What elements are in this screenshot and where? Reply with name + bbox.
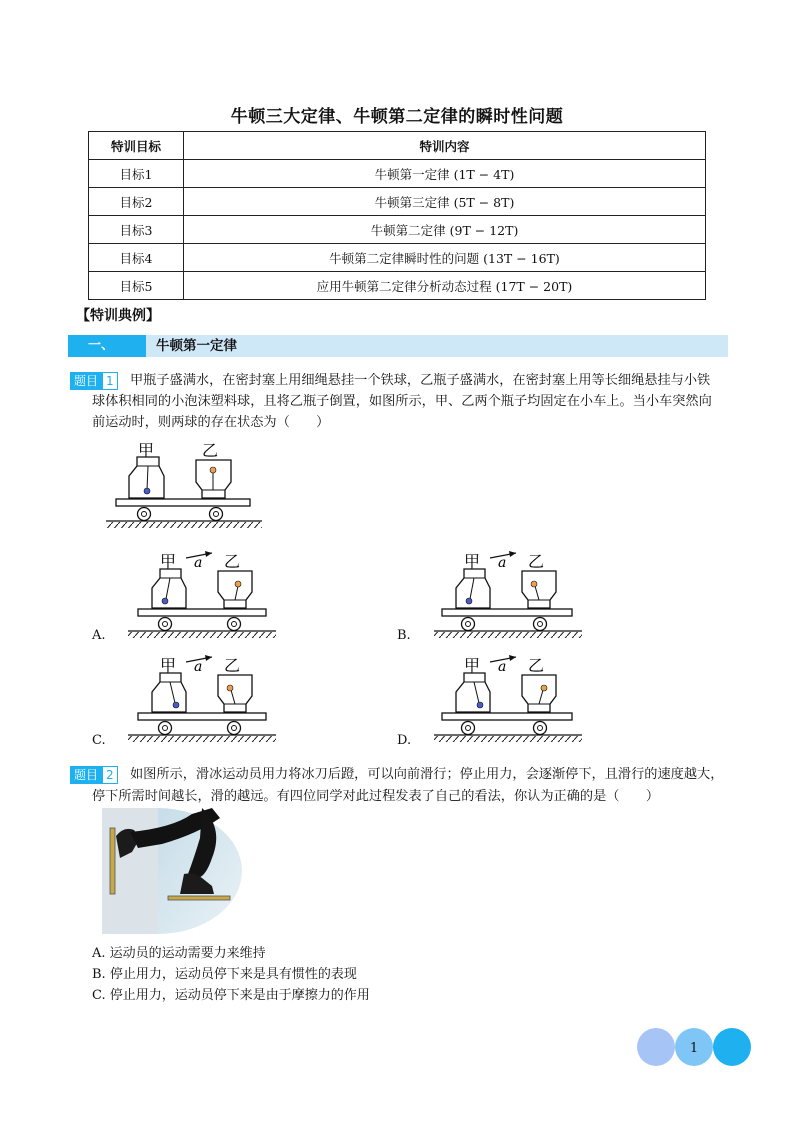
q2-choice-c[interactable]: C. 停止用力，运动员停下来是由于摩擦力的作用 bbox=[92, 988, 370, 1003]
question-tag-label: 题目 bbox=[70, 372, 102, 390]
page-number-badge bbox=[636, 1028, 754, 1068]
option-c-label[interactable]: C. bbox=[92, 733, 106, 748]
question-tag bbox=[70, 372, 118, 390]
label-jia: 甲 bbox=[160, 552, 177, 571]
section-label: 【特训典例】 bbox=[76, 308, 160, 324]
accel-label: a bbox=[498, 659, 507, 675]
content-cell: 牛顿第二定律 (9T − 12T) bbox=[184, 216, 706, 244]
label-yi: 乙 bbox=[224, 552, 241, 571]
foam-ball bbox=[227, 685, 233, 691]
label-jia: 甲 bbox=[160, 656, 177, 675]
page-title: 牛顿三大定律、牛顿第二定律的瞬时性问题 bbox=[230, 107, 564, 127]
goals-table bbox=[88, 131, 706, 300]
page-circle bbox=[637, 1028, 675, 1066]
iron-ball bbox=[477, 702, 483, 708]
goal-cell: 目标3 bbox=[89, 216, 184, 244]
question-number: 2 bbox=[102, 766, 118, 784]
goal-cell: 目标4 bbox=[89, 244, 184, 272]
table-header: 特训内容 bbox=[184, 132, 706, 160]
content-cell: 牛顿第三定律 (5T − 8T) bbox=[184, 188, 706, 216]
goal-cell: 目标2 bbox=[89, 188, 184, 216]
table-row bbox=[89, 160, 706, 188]
content-cell: 牛顿第一定律 (1T − 4T) bbox=[184, 160, 706, 188]
question-tag bbox=[70, 766, 118, 784]
iron-ball bbox=[162, 598, 168, 604]
label-jia: 甲 bbox=[138, 441, 155, 460]
option-a-figure bbox=[128, 548, 278, 640]
accel-label: a bbox=[194, 555, 203, 571]
accel-label: a bbox=[194, 659, 203, 675]
content-cell: 牛顿第二定律瞬时性的问题 (13T − 16T) bbox=[184, 244, 706, 272]
table-row bbox=[89, 244, 706, 272]
page-circle bbox=[713, 1028, 751, 1066]
q2-line-2: 停下所需时间越长，滑的越远。有四位同学对此过程发表了自己的看法，你认为正确的是（ ） bbox=[92, 789, 660, 804]
option-d-figure bbox=[434, 652, 584, 744]
iron-ball bbox=[173, 702, 179, 708]
q1-line-2: 球体积相同的小泡沫塑料球，且将乙瓶子倒置，如图所示，甲、乙两个瓶子均固定在小车上。当小车突然向 bbox=[92, 394, 712, 409]
table-header: 特训目标 bbox=[89, 132, 184, 160]
wheel bbox=[138, 508, 151, 521]
q2-line-1: 如图所示，滑冰运动员用力将冰刀后蹬，可以向前滑行；停止用力，会逐渐停下，且滑行的速度越大， bbox=[130, 767, 724, 782]
foam-ball bbox=[541, 685, 547, 691]
table-row bbox=[89, 216, 706, 244]
cart-deck bbox=[116, 499, 250, 506]
label-yi: 乙 bbox=[528, 552, 545, 571]
option-a-label[interactable]: A. bbox=[92, 628, 106, 643]
question-number: 1 bbox=[102, 372, 118, 390]
q1-line-1: 甲瓶子盛满水，在密封塞上用细绳悬挂一个铁球，乙瓶子盛满水，在密封塞上用等长细绳悬挂与小铁 bbox=[130, 373, 711, 388]
option-d-label[interactable]: D. bbox=[397, 733, 412, 748]
q2-choice-b[interactable]: B. 停止用力，运动员停下来是具有惯性的表现 bbox=[92, 967, 357, 982]
goal-cell: 目标1 bbox=[89, 160, 184, 188]
wheel bbox=[210, 508, 223, 521]
label-jia: 甲 bbox=[464, 552, 481, 571]
question-tag-label: 题目 bbox=[70, 766, 102, 784]
table-row bbox=[89, 272, 706, 300]
label-yi: 乙 bbox=[528, 656, 545, 675]
iron-ball bbox=[466, 598, 472, 604]
section-band-title: 牛顿第一定律 bbox=[156, 338, 237, 354]
goal-cell: 目标5 bbox=[89, 272, 184, 300]
label-yi: 乙 bbox=[202, 441, 219, 460]
content-cell: 应用牛顿第二定律分析动态过程 (17T − 20T) bbox=[184, 272, 706, 300]
label-yi: 乙 bbox=[224, 656, 241, 675]
foam-ball bbox=[531, 581, 537, 587]
table-row bbox=[89, 188, 706, 216]
iron-ball bbox=[144, 488, 150, 494]
q2-choice-a[interactable]: A. 运动员的运动需要力来维持 bbox=[92, 946, 266, 961]
option-c-figure bbox=[128, 652, 278, 744]
table-header-row bbox=[89, 132, 706, 160]
option-b-figure bbox=[434, 548, 584, 640]
label-jia: 甲 bbox=[464, 656, 481, 675]
foam-ball bbox=[235, 581, 241, 587]
page-number: 1 bbox=[689, 1041, 699, 1056]
ground-hatch bbox=[106, 522, 262, 528]
cart-figure bbox=[104, 436, 264, 528]
skater-image bbox=[102, 808, 242, 934]
q1-line-3: 前运动时，则两球的存在状态为（ ） bbox=[92, 415, 330, 430]
option-b-label[interactable]: B. bbox=[397, 628, 411, 643]
section-band-tab: 一、 bbox=[68, 335, 146, 357]
accel-label: a bbox=[498, 555, 507, 571]
foam-ball bbox=[210, 467, 216, 473]
